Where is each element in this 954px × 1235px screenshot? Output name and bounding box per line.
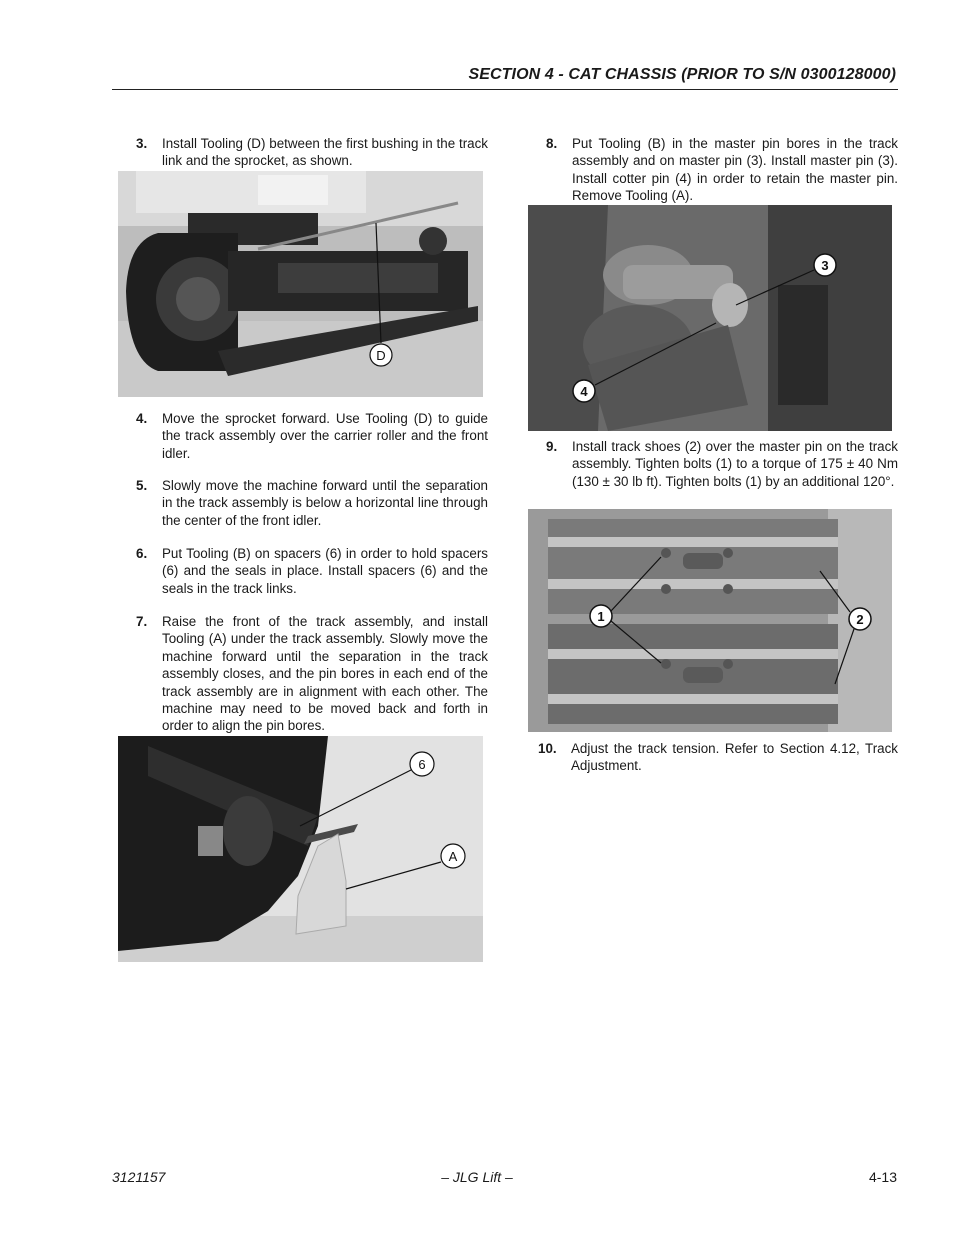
step-number: 5. bbox=[136, 478, 148, 493]
photo-track-shoes bbox=[528, 509, 892, 732]
step-text: Install Tooling (D) between the first bushing in the track link and the sprocket, as shown. bbox=[162, 136, 488, 169]
step-text: Raise the front of the track assembly, and install Tooling (A) under the track assembly. Slowly move the machine forward until the separation in the track assembly closes, and the pin bores in each end of the track assembly are in alignment with each other. The machine may need to be moved back and forth in order to align the pin bores. bbox=[162, 614, 488, 734]
step-9 bbox=[546, 438, 898, 490]
step-number: 6. bbox=[136, 546, 148, 561]
footer-page-number: 4-13 bbox=[868, 1169, 897, 1185]
step-10 bbox=[538, 740, 898, 775]
step-number: 7. bbox=[136, 614, 148, 629]
step-number: 4. bbox=[136, 411, 148, 426]
step-3 bbox=[136, 135, 488, 170]
step-text: Install track shoes (2) over the master pin on the track assembly. Tighten bolts (1) to a torque of 175 ± 40 Nm (130 ± 30 lb ft). Tighten bolts (1) by an additional 120°. bbox=[572, 439, 898, 489]
header-rule bbox=[112, 89, 898, 90]
step-text: Slowly move the machine forward until the separation in the track assembly is below a horizontal line through the center of the front idler. bbox=[162, 478, 488, 528]
callout-1: 1 bbox=[597, 609, 605, 624]
step-text: Adjust the track tension. Refer to Section 4.12, Track Adjustment. bbox=[571, 741, 898, 774]
step-text: Move the sprocket forward. Use Tooling (D) to guide the track assembly over the carrier roller and the front idler. bbox=[162, 411, 488, 461]
callout-4: 4 bbox=[580, 384, 588, 399]
photo-spacers-tooling-a bbox=[118, 736, 483, 962]
step-number: 8. bbox=[546, 136, 558, 151]
step-text: Put Tooling (B) in the master pin bores in the track assembly and on master pin (3). Install master pin (3). Install cotter pin (4) in order to retain the master pin. Remove Tooling (A). bbox=[572, 136, 898, 204]
callout-a: A bbox=[448, 849, 458, 864]
section-title: SECTION 4 - CAT CHASSIS (PRIOR TO S/N 0300128000) bbox=[468, 66, 896, 83]
footer-doc-number: 3121157 bbox=[112, 1169, 166, 1185]
step-number: 10. bbox=[538, 741, 557, 756]
step-number: 3. bbox=[136, 136, 148, 151]
step-6 bbox=[136, 545, 488, 597]
footer-publisher: – JLG Lift – bbox=[441, 1169, 513, 1185]
step-4 bbox=[136, 410, 488, 462]
step-5 bbox=[136, 477, 488, 529]
step-7 bbox=[136, 613, 488, 735]
photo-master-pin bbox=[528, 205, 892, 431]
callout-d: D bbox=[376, 348, 386, 363]
photo-tooling-d bbox=[118, 171, 483, 397]
step-text: Put Tooling (B) on spacers (6) in order to hold spacers (6) and the seals in place. Install spacers (6) and the seals in the track links. bbox=[162, 546, 488, 596]
callout-3: 3 bbox=[821, 258, 829, 273]
callout-6: 6 bbox=[418, 757, 426, 772]
step-number: 9. bbox=[546, 439, 558, 454]
callout-2: 2 bbox=[856, 612, 864, 627]
step-8 bbox=[546, 135, 898, 205]
